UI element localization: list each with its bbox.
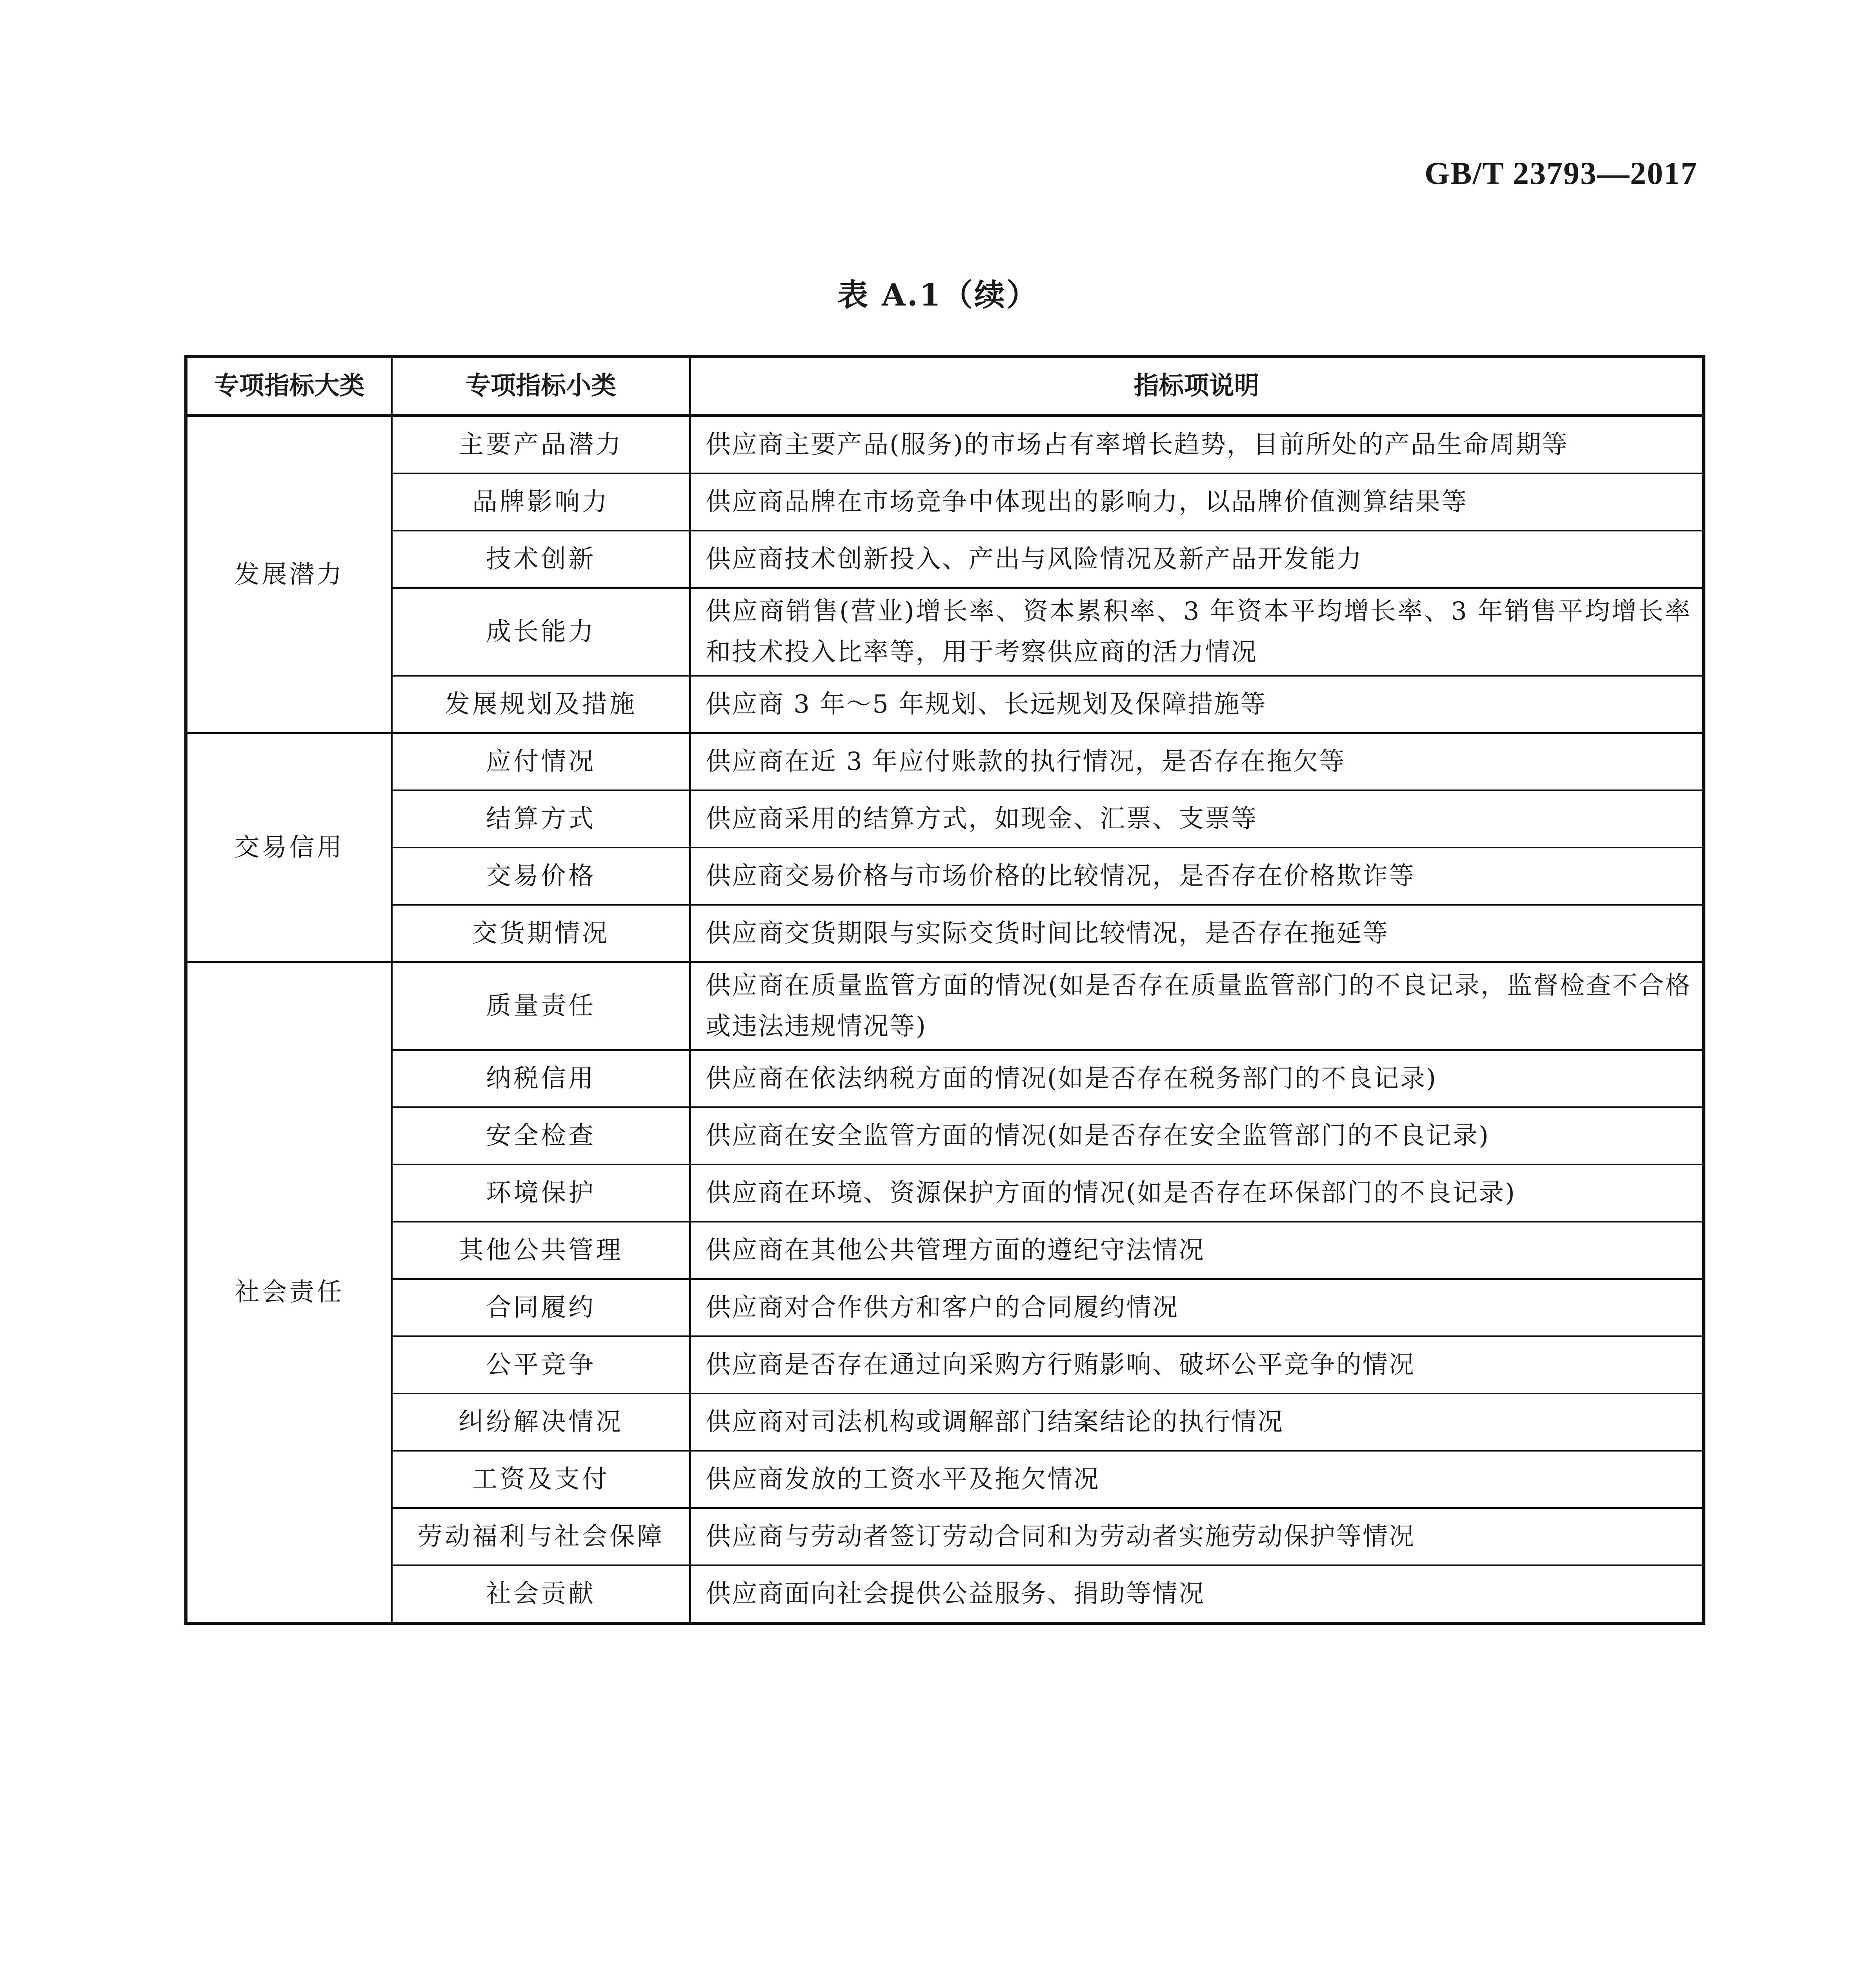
table-row xyxy=(186,473,1704,531)
description-cell: 供应商交易价格与市场价格的比较情况，是否存在价格欺诈等 xyxy=(690,848,1704,905)
description-cell: 供应商对司法机构或调解部门结案结论的执行情况 xyxy=(690,1393,1704,1451)
subcategory-cell: 应付情况 xyxy=(392,733,690,790)
standard-code: GB/T 23793—2017 xyxy=(1425,155,1698,191)
description-cell: 供应商对合作供方和客户的合同履约情况 xyxy=(690,1279,1704,1336)
indicator-table xyxy=(184,355,1705,1625)
subcategory-cell: 结算方式 xyxy=(392,790,690,848)
table-row xyxy=(186,415,1704,473)
table-caption: 表 A.1（续） xyxy=(837,277,1039,313)
table-row xyxy=(186,1393,1704,1451)
description-cell: 供应商面向社会提供公益服务、捐助等情况 xyxy=(690,1565,1704,1623)
column-header-category: 专项指标大类 xyxy=(186,357,392,415)
table-row xyxy=(186,1508,1704,1565)
subcategory-cell: 其他公共管理 xyxy=(392,1222,690,1279)
description-cell: 供应商与劳动者签订劳动合同和为劳动者实施劳动保护等情况 xyxy=(690,1508,1704,1565)
table-row xyxy=(186,588,1704,676)
table-row xyxy=(186,1451,1704,1508)
table-row xyxy=(186,1050,1704,1107)
table-row xyxy=(186,905,1704,962)
table-row xyxy=(186,962,1704,1050)
subcategory-cell: 劳动福利与社会保障 xyxy=(392,1508,690,1565)
subcategory-cell: 社会贡献 xyxy=(392,1565,690,1623)
description-cell: 供应商在环境、资源保护方面的情况(如是否存在环保部门的不良记录) xyxy=(690,1164,1704,1222)
table-header-row xyxy=(186,357,1704,415)
subcategory-cell: 合同履约 xyxy=(392,1279,690,1336)
column-header-description: 指标项说明 xyxy=(690,357,1704,415)
table-row xyxy=(186,790,1704,848)
description-cell: 供应商 3 年～5 年规划、长远规划及保障措施等 xyxy=(690,676,1704,733)
subcategory-cell: 交货期情况 xyxy=(392,905,690,962)
description-cell: 供应商主要产品(服务)的市场占有率增长趋势，目前所处的产品生命周期等 xyxy=(690,415,1704,473)
description-cell: 供应商技术创新投入、产出与风险情况及新产品开发能力 xyxy=(690,531,1704,588)
table-row xyxy=(186,848,1704,905)
subcategory-cell: 纳税信用 xyxy=(392,1050,690,1107)
subcategory-cell: 公平竞争 xyxy=(392,1336,690,1393)
subcategory-cell: 交易价格 xyxy=(392,848,690,905)
subcategory-cell: 发展规划及措施 xyxy=(392,676,690,733)
subcategory-cell: 成长能力 xyxy=(392,588,690,676)
subcategory-cell: 主要产品潜力 xyxy=(392,415,690,473)
description-cell: 供应商品牌在市场竞争中体现出的影响力，以品牌价值测算结果等 xyxy=(690,473,1704,531)
description-cell: 供应商销售(营业)增长率、资本累积率、3 年资本平均增长率、3 年销售平均增长率和技术投入比率等，用于考察供应商的活力情况 xyxy=(690,588,1704,676)
subcategory-cell: 工资及支付 xyxy=(392,1451,690,1508)
description-cell: 供应商在质量监管方面的情况(如是否存在质量监管部门的不良记录，监督检查不合格或违法违规情况等) xyxy=(690,962,1704,1050)
description-cell: 供应商在依法纳税方面的情况(如是否存在税务部门的不良记录) xyxy=(690,1050,1704,1107)
table-row xyxy=(186,531,1704,588)
category-cell: 交易信用 xyxy=(186,733,392,962)
table-row xyxy=(186,1222,1704,1279)
subcategory-cell: 纠纷解决情况 xyxy=(392,1393,690,1451)
table-row xyxy=(186,1107,1704,1164)
subcategory-cell: 技术创新 xyxy=(392,531,690,588)
description-cell: 供应商在安全监管方面的情况(如是否存在安全监管部门的不良记录) xyxy=(690,1107,1704,1164)
description-cell: 供应商发放的工资水平及拖欠情况 xyxy=(690,1451,1704,1508)
table-row xyxy=(186,1279,1704,1336)
table-row xyxy=(186,1164,1704,1222)
table-row xyxy=(186,1336,1704,1393)
table-row xyxy=(186,1565,1704,1623)
subcategory-cell: 质量责任 xyxy=(392,962,690,1050)
subcategory-cell: 品牌影响力 xyxy=(392,473,690,531)
subcategory-cell: 安全检查 xyxy=(392,1107,690,1164)
description-cell: 供应商在近 3 年应付账款的执行情况，是否存在拖欠等 xyxy=(690,733,1704,790)
description-cell: 供应商采用的结算方式，如现金、汇票、支票等 xyxy=(690,790,1704,848)
subcategory-cell: 环境保护 xyxy=(392,1164,690,1222)
description-cell: 供应商是否存在通过向采购方行贿影响、破坏公平竞争的情况 xyxy=(690,1336,1704,1393)
column-header-subcategory: 专项指标小类 xyxy=(392,357,690,415)
category-cell: 社会责任 xyxy=(186,962,392,1623)
table-row xyxy=(186,733,1704,790)
description-cell: 供应商交货期限与实际交货时间比较情况，是否存在拖延等 xyxy=(690,905,1704,962)
description-cell: 供应商在其他公共管理方面的遵纪守法情况 xyxy=(690,1222,1704,1279)
table-row xyxy=(186,676,1704,733)
category-cell: 发展潜力 xyxy=(186,415,392,733)
